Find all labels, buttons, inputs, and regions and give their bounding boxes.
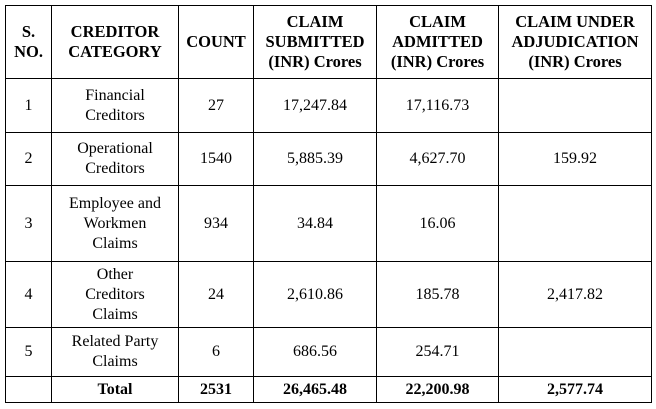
cell-adjudication: 159.92 <box>499 133 652 186</box>
cell-adjudication <box>499 186 652 262</box>
cell-admitted: 254.71 <box>377 328 499 377</box>
cell-count: 6 <box>179 328 254 377</box>
cell-category: Other Creditors Claims <box>52 262 179 328</box>
cell-count: 24 <box>179 262 254 328</box>
header-count: COUNT <box>179 6 254 79</box>
total-admitted: 22,200.98 <box>377 377 499 403</box>
cell-sno: 4 <box>6 262 52 328</box>
creditor-claims-table <box>5 5 652 403</box>
cell-adjudication <box>499 79 652 133</box>
cell-sno: 5 <box>6 328 52 377</box>
cell-submitted: 686.56 <box>254 328 377 377</box>
cell-submitted: 2,610.86 <box>254 262 377 328</box>
cell-submitted: 5,885.39 <box>254 133 377 186</box>
total-sno <box>6 377 52 403</box>
cell-count: 1540 <box>179 133 254 186</box>
total-adjudication: 2,577.74 <box>499 377 652 403</box>
cell-admitted: 185.78 <box>377 262 499 328</box>
cell-sno: 3 <box>6 186 52 262</box>
cell-sno: 1 <box>6 79 52 133</box>
header-claim-admitted: CLAIM ADMITTED (INR) Crores <box>377 6 499 79</box>
cell-admitted: 17,116.73 <box>377 79 499 133</box>
cell-adjudication: 2,417.82 <box>499 262 652 328</box>
cell-count: 27 <box>179 79 254 133</box>
header-claim-submitted: CLAIM SUBMITTED (INR) Crores <box>254 6 377 79</box>
table-row <box>6 186 652 262</box>
cell-submitted: 17,247.84 <box>254 79 377 133</box>
total-count: 2531 <box>179 377 254 403</box>
header-sno: S. NO. <box>6 6 52 79</box>
cell-admitted: 4,627.70 <box>377 133 499 186</box>
cell-admitted: 16.06 <box>377 186 499 262</box>
header-creditor-category: CREDITOR CATEGORY <box>52 6 179 79</box>
cell-submitted: 34.84 <box>254 186 377 262</box>
total-submitted: 26,465.48 <box>254 377 377 403</box>
cell-count: 934 <box>179 186 254 262</box>
table-row <box>6 328 652 377</box>
table-row <box>6 133 652 186</box>
cell-adjudication <box>499 328 652 377</box>
table-row <box>6 262 652 328</box>
header-row <box>6 6 652 79</box>
total-label: Total <box>52 377 179 403</box>
cell-category: Financial Creditors <box>52 79 179 133</box>
table-row <box>6 79 652 133</box>
cell-category: Related Party Claims <box>52 328 179 377</box>
total-row <box>6 377 652 403</box>
cell-category: Employee and Workmen Claims <box>52 186 179 262</box>
cell-sno: 2 <box>6 133 52 186</box>
header-claim-under-adjudication: CLAIM UNDER ADJUDICATION (INR) Crores <box>499 6 652 79</box>
cell-category: Operational Creditors <box>52 133 179 186</box>
